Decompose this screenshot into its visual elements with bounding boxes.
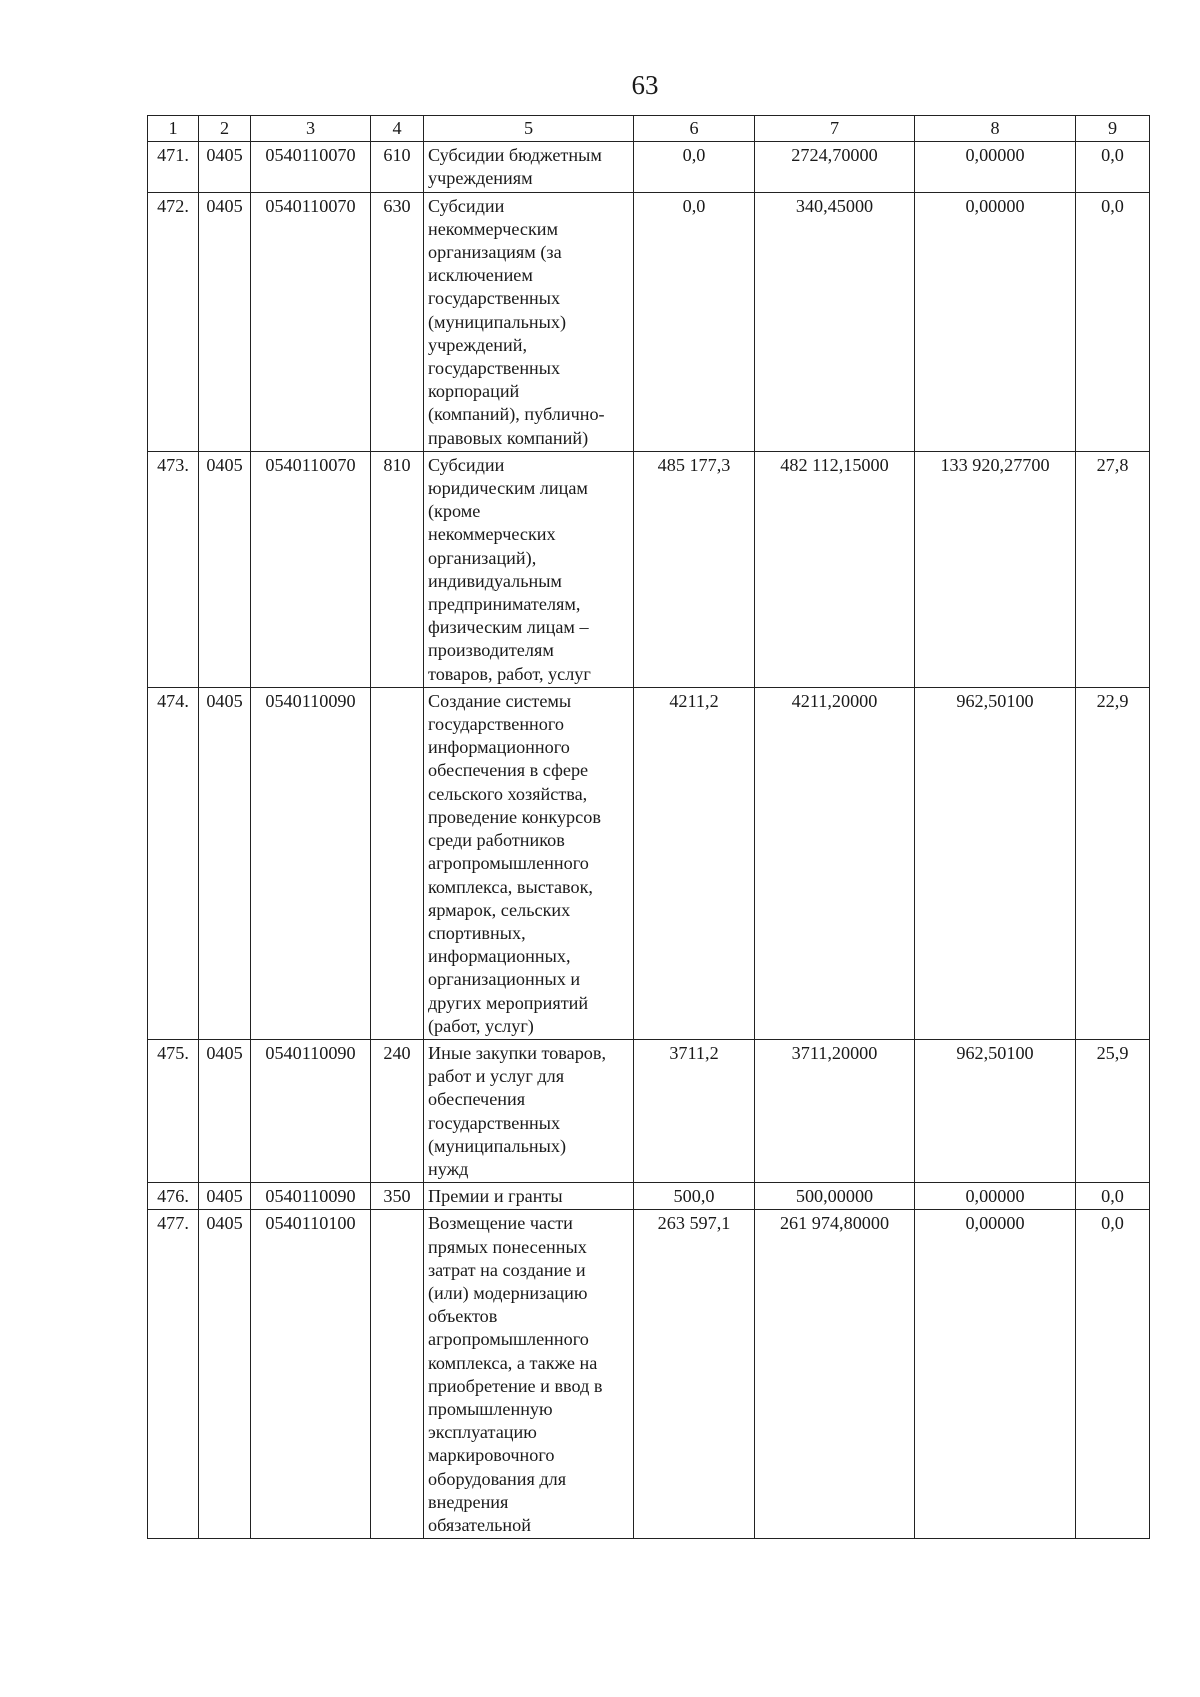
percent-cell: 27,8 <box>1076 451 1150 687</box>
header-row <box>148 116 1150 142</box>
item-name-line: среди работников <box>428 830 565 851</box>
executed-amount-cell: 962,50100 <box>915 1039 1076 1182</box>
item-name-line: товаров, работ, услуг <box>428 663 591 684</box>
percent-cell: 25,9 <box>1076 1039 1150 1182</box>
item-name-line: (или) модернизацию <box>428 1282 588 1303</box>
refined-amount-cell: 340,45000 <box>755 192 915 451</box>
item-name-line: обеспечения в сфере <box>428 760 589 781</box>
item-name-line: других мероприятий <box>428 992 589 1013</box>
table-body <box>148 142 1150 1539</box>
percent-cell: 0,0 <box>1076 1183 1150 1210</box>
item-name-line: прямых понесенных <box>428 1236 587 1257</box>
section-code-cell: 0405 <box>199 192 251 451</box>
plan-amount-cell: 3711,2 <box>634 1039 755 1182</box>
expense-type-cell: 240 <box>371 1039 424 1182</box>
item-name-line: маркировочного <box>428 1445 555 1466</box>
item-name-cell <box>424 451 634 687</box>
percent-cell: 0,0 <box>1076 1210 1150 1539</box>
item-name-cell <box>424 1210 634 1539</box>
target-code-cell: 0540110100 <box>251 1210 371 1539</box>
refined-amount-cell: 482 112,15000 <box>755 451 915 687</box>
refined-amount-cell: 2724,70000 <box>755 142 915 192</box>
target-code-cell: 0540110090 <box>251 1039 371 1182</box>
row-number-cell: 474. <box>148 687 199 1039</box>
item-name-line: внедрения <box>428 1491 509 1512</box>
table-row <box>148 451 1150 687</box>
item-name-line: (муниципальных) <box>428 1135 567 1156</box>
page-number: 63 <box>631 70 659 100</box>
item-name-line: государственных <box>428 1112 561 1133</box>
executed-amount-cell: 133 920,27700 <box>915 451 1076 687</box>
item-name-line: информационного <box>428 737 570 758</box>
item-name-line: промышленную <box>428 1398 553 1419</box>
item-name-line: комплекса, а также на <box>428 1352 598 1373</box>
header-cell-8: 8 <box>915 116 1076 142</box>
section-code-cell: 0405 <box>199 1210 251 1539</box>
item-name-line: правовых компаний) <box>428 427 589 448</box>
executed-amount-cell: 0,00000 <box>915 1183 1076 1210</box>
item-name-line: сельского хозяйства, <box>428 783 588 804</box>
item-name-line: учреждениям <box>428 168 533 189</box>
item-name-line: некоммерческих <box>428 524 556 545</box>
section-code-cell: 0405 <box>199 687 251 1039</box>
item-name-line: оборудования для <box>428 1468 567 1489</box>
item-name-line: предпринимателям, <box>428 594 581 615</box>
item-name-line: Иные закупки товаров, <box>428 1042 607 1063</box>
item-name-line: производителям <box>428 640 554 661</box>
item-name-line: корпораций <box>428 381 520 402</box>
refined-amount-cell: 3711,20000 <box>755 1039 915 1182</box>
table-row <box>148 1039 1150 1182</box>
item-name-line: приобретение и ввод в <box>428 1375 603 1396</box>
expense-type-cell: 350 <box>371 1183 424 1210</box>
item-name-line: учреждений, <box>428 334 528 355</box>
target-code-cell: 0540110070 <box>251 451 371 687</box>
refined-amount-cell: 4211,20000 <box>755 687 915 1039</box>
item-name-line: некоммерческим <box>428 218 559 239</box>
item-name-line: эксплуатацию <box>428 1422 537 1443</box>
item-name-line: обязательной <box>428 1514 531 1535</box>
item-name-line: физическим лицам – <box>428 617 589 638</box>
item-name-cell <box>424 192 634 451</box>
item-name-line: (кроме <box>428 501 481 522</box>
row-number-cell: 475. <box>148 1039 199 1182</box>
item-name-line: (муниципальных) <box>428 311 567 332</box>
item-name-line: обеспечения <box>428 1089 526 1110</box>
item-name-cell <box>424 687 634 1039</box>
header-cell-9: 9 <box>1076 116 1150 142</box>
item-name-line: проведение конкурсов <box>428 806 601 827</box>
target-code-cell: 0540110070 <box>251 142 371 192</box>
item-name-line: агропромышленного <box>428 1329 589 1350</box>
plan-amount-cell: 0,0 <box>634 192 755 451</box>
item-name-line: государственного <box>428 714 564 735</box>
header-cell-7: 7 <box>755 116 915 142</box>
row-number-cell: 471. <box>148 142 199 192</box>
section-code-cell: 0405 <box>199 1039 251 1182</box>
item-name-line: индивидуальным <box>428 570 562 591</box>
section-code-cell: 0405 <box>199 142 251 192</box>
plan-amount-cell: 485 177,3 <box>634 451 755 687</box>
item-name-line: Субсидии <box>428 454 505 475</box>
header-cell-3: 3 <box>251 116 371 142</box>
item-name-line: Субсидии <box>428 195 505 216</box>
row-number-cell: 477. <box>148 1210 199 1539</box>
item-name-line: юридическим лицам <box>428 478 588 499</box>
item-name-line: объектов <box>428 1306 498 1327</box>
item-name-line: комплекса, выставок, <box>428 876 593 897</box>
expense-type-cell: 610 <box>371 142 424 192</box>
executed-amount-cell: 0,00000 <box>915 192 1076 451</box>
item-name-line: (компаний), публично- <box>428 404 605 425</box>
header-cell-5: 5 <box>424 116 634 142</box>
section-code-cell: 0405 <box>199 1183 251 1210</box>
plan-amount-cell: 263 597,1 <box>634 1210 755 1539</box>
item-name-line: Премии и гранты <box>428 1186 563 1207</box>
item-name-line: организационных и <box>428 969 581 990</box>
header-cell-6: 6 <box>634 116 755 142</box>
table-row <box>148 1210 1150 1539</box>
item-name-line: Субсидии бюджетным <box>428 145 602 166</box>
executed-amount-cell: 962,50100 <box>915 687 1076 1039</box>
item-name-line: организаций), <box>428 547 537 568</box>
item-name-cell <box>424 142 634 192</box>
section-code-cell: 0405 <box>199 451 251 687</box>
percent-cell: 0,0 <box>1076 192 1150 451</box>
budget-table <box>147 115 1150 1539</box>
table-row <box>148 142 1150 192</box>
row-number-cell: 472. <box>148 192 199 451</box>
item-name-line: Возмещение части <box>428 1213 573 1234</box>
expense-type-cell <box>371 1210 424 1539</box>
refined-amount-cell: 261 974,80000 <box>755 1210 915 1539</box>
expense-type-cell <box>371 687 424 1039</box>
executed-amount-cell: 0,00000 <box>915 142 1076 192</box>
target-code-cell: 0540110090 <box>251 687 371 1039</box>
row-number-cell: 476. <box>148 1183 199 1210</box>
item-name-line: Создание системы <box>428 690 572 711</box>
item-name-line: ярмарок, сельских <box>428 899 571 920</box>
executed-amount-cell: 0,00000 <box>915 1210 1076 1539</box>
item-name-line: государственных <box>428 288 561 309</box>
item-name-line: государственных <box>428 358 561 379</box>
table-row <box>148 192 1150 451</box>
item-name-line: (работ, услуг) <box>428 1015 534 1036</box>
refined-amount-cell: 500,00000 <box>755 1183 915 1210</box>
plan-amount-cell: 0,0 <box>634 142 755 192</box>
item-name-line: нужд <box>428 1158 469 1179</box>
item-name-line: исключением <box>428 265 533 286</box>
expense-type-cell: 630 <box>371 192 424 451</box>
item-name-line: организациям (за <box>428 242 562 263</box>
target-code-cell: 0540110090 <box>251 1183 371 1210</box>
percent-cell: 0,0 <box>1076 142 1150 192</box>
table-row <box>148 687 1150 1039</box>
percent-cell: 22,9 <box>1076 687 1150 1039</box>
item-name-line: затрат на создание и <box>428 1259 586 1280</box>
plan-amount-cell: 500,0 <box>634 1183 755 1210</box>
header-cell-4: 4 <box>371 116 424 142</box>
row-number-cell: 473. <box>148 451 199 687</box>
item-name-line: информационных, <box>428 946 571 967</box>
item-name-cell <box>424 1183 634 1210</box>
table-row <box>148 1183 1150 1210</box>
expense-type-cell: 810 <box>371 451 424 687</box>
item-name-line: агропромышленного <box>428 853 589 874</box>
item-name-line: работ и услуг для <box>428 1066 565 1087</box>
target-code-cell: 0540110070 <box>251 192 371 451</box>
item-name-cell <box>424 1039 634 1182</box>
header-cell-1: 1 <box>148 116 199 142</box>
plan-amount-cell: 4211,2 <box>634 687 755 1039</box>
item-name-line: спортивных, <box>428 922 526 943</box>
header-cell-2: 2 <box>199 116 251 142</box>
